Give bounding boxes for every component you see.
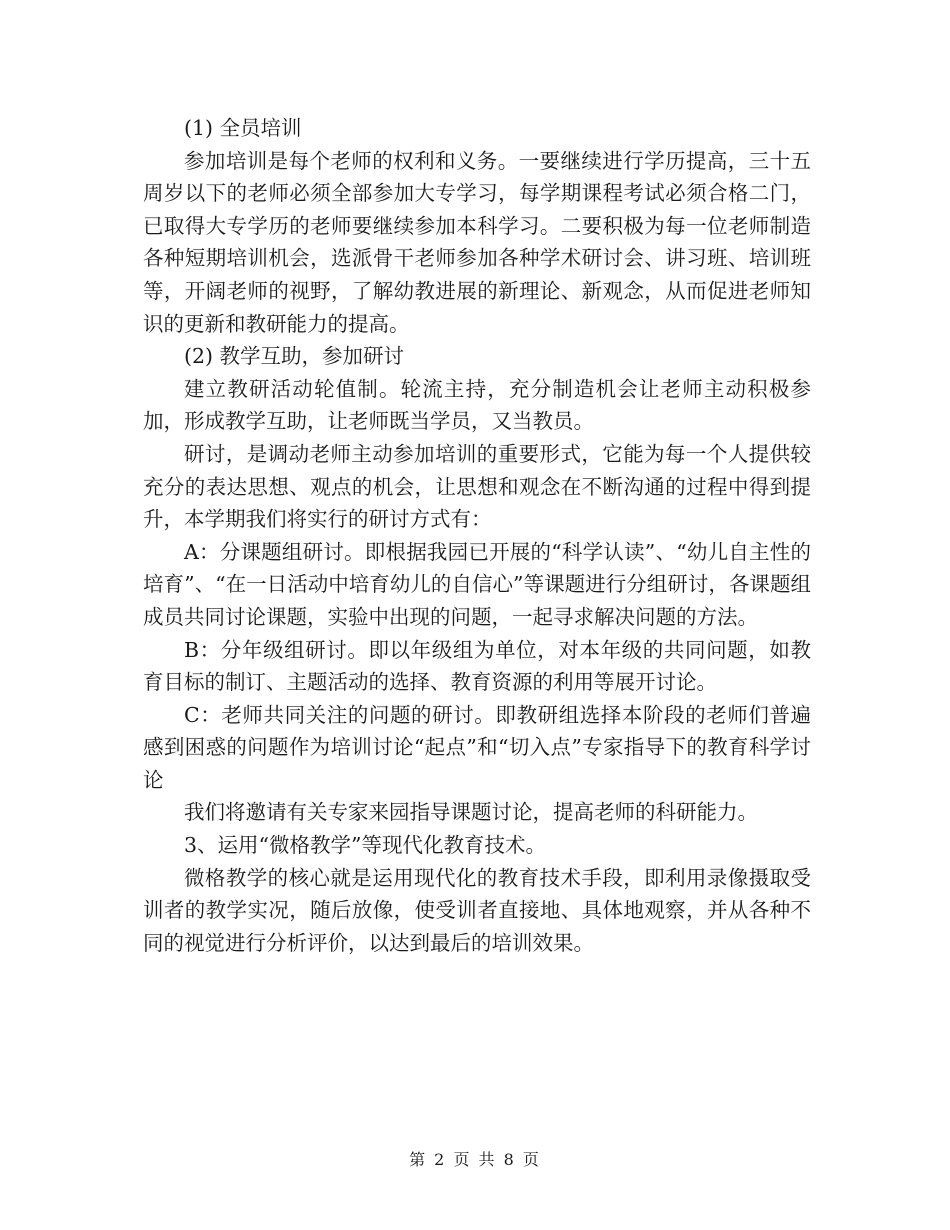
paragraph-microteaching-core: 微格教学的核心就是运用现代化的教育技术手段，即利用录像摄取受训者的教学实况，随后放像，使受训者直接地、具体地观察，并从各种不同的视觉进行分析评价，以达到最后的培训效果。 [143, 865, 811, 955]
paragraph-discussion-intro: 研讨，是调动老师主动参加培训的重要形式，它能为每一个人提供较充分的表达思想、观点的机会，让思想和观念在不断沟通的过程中得到提升，本学期我们将实行的研讨方式有： [143, 441, 811, 532]
paragraph-method-c: C：老师共同关注的问题的研讨。即教研组选择本阶段的老师们普遍感到困惑的问题作为培训讨论“起点”和“切入点”专家指导下的教育科学讨论 [143, 702, 811, 792]
paragraph-method-b: B：分年级组研讨。即以年级组为单位，对本年级的共同问题，如教育目标的制订、主题活动的选择、教育资源的利用等展开讨论。 [143, 637, 811, 695]
paragraph-training-rights: 参加培训是每个老师的权利和义务。一要继续进行学历提高，三十五周岁以下的老师必须全部参加大专学习，每学期课程考试必须合格二门，已取得大专学历的老师要继续参加本科学习。二要积极为每一位老师制造各种短期培训机会，选派骨干老师参加各种学术研讨会、讲习班、培训班等，开阔老师的视野，了解幼教进展的新理论、新观念，从而促进老师知识的更新和教研能力的提高。 [143, 148, 811, 336]
heading-teaching-mutual-aid: (2) 教学互助，参加研讨 [184, 344, 405, 369]
paragraph-method-a: A：分课题组研讨。即根据我园已开展的“科学认读”、“幼儿自主性的培育”、“在一日活动中培育幼儿的自信心”等课题进行分组研讨，各课题组成员共同讨论课题，实验中出现的问题，一起寻求解决问题的方法。 [143, 539, 811, 629]
heading-microteaching: 3、运用“微格教学”等现代化教育技术。 [184, 833, 547, 858]
paragraph-rotation-system: 建立教研活动轮值制。轮流主持，充分制造机会让老师主动积极参加，形成教学互助，让老师既当学员，又当教员。 [143, 376, 811, 434]
paragraph-experts: 我们将邀请有关专家来园指导课题讨论，提高老师的科研能力。 [184, 800, 758, 825]
page-number-footer: 第 2 页 共 8 页 [409, 1150, 541, 1169]
heading-all-staff-training: (1) 全员培训 [184, 116, 302, 140]
document-body [143, 112, 811, 959]
